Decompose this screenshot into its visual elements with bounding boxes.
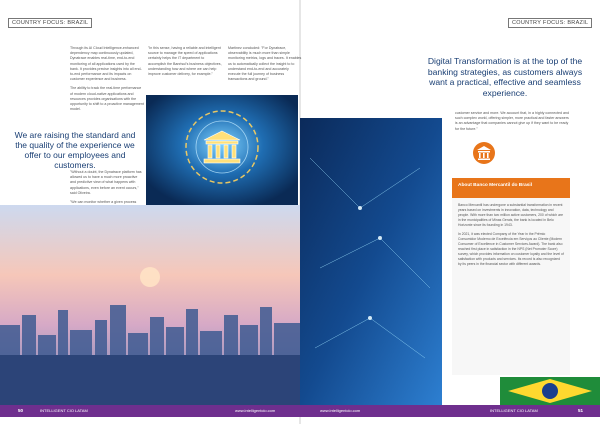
page-number: 50 [18,408,24,413]
website-url: www.intelligentcio.com [320,408,361,413]
city-skyline-photo [0,205,300,405]
about-sidebar [452,178,570,375]
digital-hand-photo [300,118,442,405]
pull-quote-left: We are raising the standard and the quality of the experience we offer to our employees and customers. [14,130,136,170]
paragraph: Through its AI Cloud Intelligence-enhanced dependency map continuously updated, Dynatrace enables real-time, end-to-end monitoring of all applications used by the bank. It provides precise insights into all end-to-end performance and its impacts on customer experience and business. [70,46,142,82]
section-tag-left: COUNTRY FOCUS: BRAZIL [8,18,92,28]
body-column-1 [70,46,144,116]
page-number: 51 [578,408,584,413]
paragraph: Martinez concluded: "For Dynatrace, observability is much more than simple monitoring metrics, logs and traces. It enables us to automatically collect the insight to to understand end-to-end and accurately execute the full journey of business transactions and ground." [228,46,302,82]
sidebar-title: About Banco Mercantil do Brasil [452,178,570,198]
body-column-3 [228,46,302,86]
digital-banking-illustration [146,95,298,205]
publication-name: INTELLIGENT CIO LATAM [490,408,538,413]
paragraph: In 2021, it was elected Company of the Year in the Prêmio Consumidor Moderno de Excelência em Serviços ao Cliente (Modern Consumer of Excellence in Customer Services Award). The bank also reached first place in satisfaction in the NPS (Net Promoter Score) survey, which provides information on customer loyalty and the level of satisfaction with products and services. Its record is also recognized by its peers in the financial sector with different awards. [458,232,564,266]
pull-quote-right: Digital Transformation is at the top of the banking strategies, as customers always want a practical, effective and seamless experience. [427,56,583,98]
sidebar-body [452,198,570,276]
paragraph: "Without a doubt, the Dynatrace platform has allowed us to have a much more proactive and predictive view of what happens with applications, even before an event occurs," said Oliveira. [70,170,142,195]
paragraph: "We can monitor whether a given process [70,200,137,205]
bank-logo-icon [473,142,495,164]
paragraph: customer service and more. We account that, in a highly connected and such complex world, offering simpler, more practical and faster answers is an advantage that companies cannot give up if they want to be ready for the future." [455,111,569,131]
footer-left [0,405,300,417]
paragraph: Banco Mercantil has undergone a substantial transformation in recent years based on investments in innovation, data, technology and people. With more than two million active customers, 200 of which are in the municipalities of Minas Gerais, the bank is located in Belo Horizonte since its founding in 1943. [458,203,563,227]
body-column-2 [148,46,222,81]
website-url: www.intelligentcio.com [235,408,276,413]
bank-logo [473,142,495,164]
paragraph: The ability to track the real-time performance of modern cloud-native applications and resources provides organisations with the opportunity to shift to a proactive management model. [70,86,144,112]
brazil-flag-image [500,377,600,405]
body-column-right [455,111,570,136]
publication-name: INTELLIGENT CIO LATAM [40,408,88,413]
paragraph: "In this sense, having a reliable and intelligent source to manage the speed of applications certainly helps the IT department to accomplish the Banrisul's business objectives, understanding how and where we can help improve customer delivery, for example." [148,46,222,77]
section-tag-right: COUNTRY FOCUS: BRAZIL [508,18,592,28]
footer-right [300,405,600,417]
